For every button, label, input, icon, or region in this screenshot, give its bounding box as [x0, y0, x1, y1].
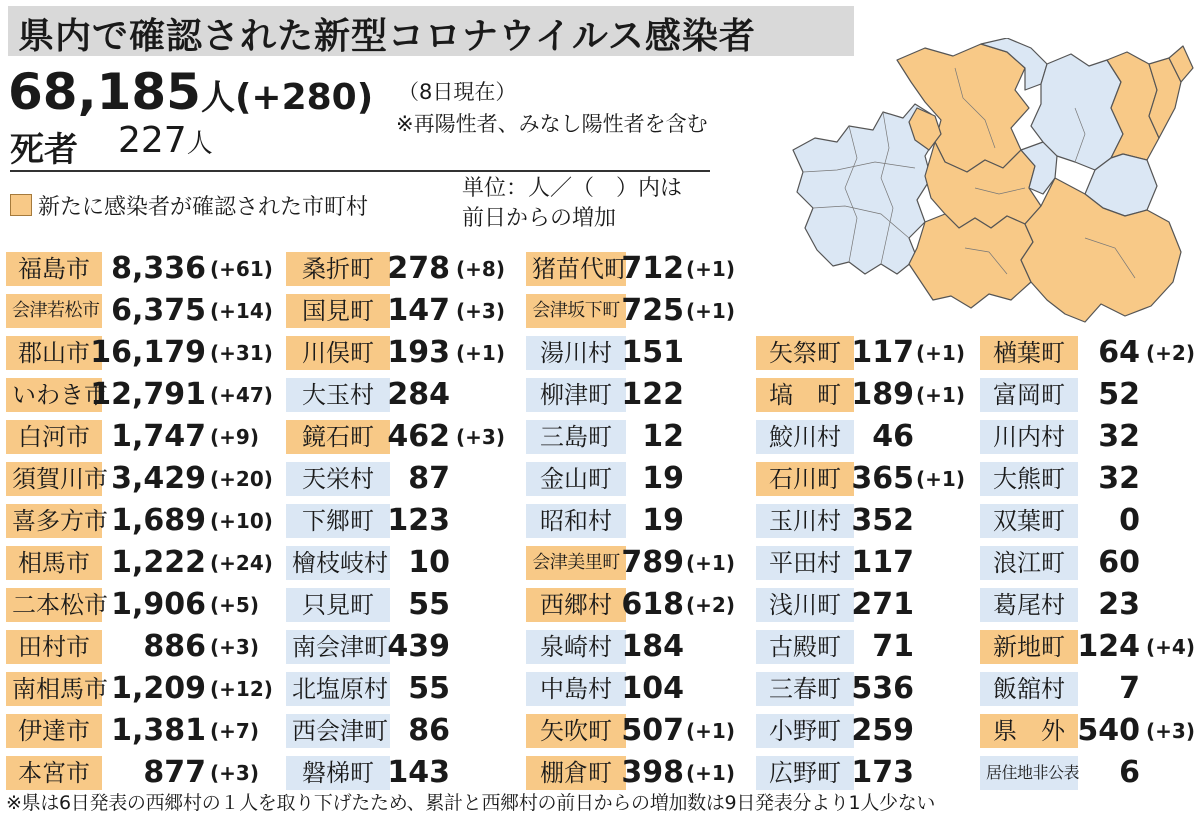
- municipality-name: 南相馬市: [6, 672, 102, 706]
- case-count: 193: [387, 335, 450, 370]
- deaths-unit: 人: [186, 129, 213, 159]
- daily-increase: (+8): [456, 257, 505, 281]
- daily-increase: (+9): [210, 425, 259, 449]
- municipality-name: 会津若松市: [6, 294, 102, 328]
- municipality-name: 葛尾村: [980, 588, 1078, 622]
- case-count: 1,906: [111, 587, 206, 622]
- municipality-name: 会津美里町: [526, 546, 626, 580]
- municipality-name: 喜多方市: [6, 504, 102, 538]
- municipality-name: 会津坂下町: [526, 294, 626, 328]
- municipality-name: 湯川村: [526, 336, 626, 370]
- municipality-name: 飯舘村: [980, 672, 1078, 706]
- municipality-name: 鮫川村: [756, 420, 854, 454]
- municipality-name: 白河市: [6, 420, 102, 454]
- total-unit: 人: [200, 78, 235, 118]
- case-count: 398: [621, 755, 684, 790]
- as-of-date: （8日現在）: [398, 80, 517, 104]
- unit-note-line1: 単位：人／（ ）内は: [462, 176, 683, 201]
- municipality-name: 大玉村: [286, 378, 390, 412]
- case-count: 618: [621, 587, 684, 622]
- case-count: 52: [1098, 377, 1140, 412]
- municipality-name: 西会津町: [286, 714, 390, 748]
- case-count: 16,179: [90, 335, 206, 370]
- case-count: 104: [621, 671, 684, 706]
- case-count: 259: [851, 713, 914, 748]
- daily-increase: (+12): [210, 677, 273, 701]
- case-count: 117: [851, 545, 914, 580]
- municipality-name: 鏡石町: [286, 420, 390, 454]
- case-count: 540: [1077, 713, 1140, 748]
- daily-increase: (+5): [210, 593, 259, 617]
- municipality-name: 檜枝岐村: [286, 546, 390, 580]
- case-count: 278: [387, 251, 450, 286]
- daily-increase: (+2): [686, 593, 735, 617]
- footer-note: ※県は6日発表の西郷村の１人を取り下げたため、累計と西郷村の前日からの増加数は9日発表分より1人少ない: [6, 792, 936, 814]
- municipality-name: 双葉町: [980, 504, 1078, 538]
- daily-increase: (+1): [686, 719, 735, 743]
- municipality-name: 川内村: [980, 420, 1078, 454]
- case-count: 117: [851, 335, 914, 370]
- daily-increase: (+1): [686, 299, 735, 323]
- case-count: 877: [143, 755, 206, 790]
- case-count: 3,429: [111, 461, 206, 496]
- case-count: 1,381: [111, 713, 206, 748]
- case-count: 124: [1077, 629, 1140, 664]
- municipality-name: 浅川町: [756, 588, 854, 622]
- case-count: 19: [642, 503, 684, 538]
- case-count: 143: [387, 755, 450, 790]
- daily-increase: (+1): [916, 383, 965, 407]
- municipality-name: 矢吹町: [526, 714, 626, 748]
- municipality-name: 猪苗代町: [526, 252, 626, 286]
- municipality-name: 二本松市: [6, 588, 102, 622]
- municipality-name: 須賀川市: [6, 462, 102, 496]
- municipality-name: 矢祭町: [756, 336, 854, 370]
- daily-increase: (+61): [210, 257, 273, 281]
- case-count: 1,747: [111, 419, 206, 454]
- case-count: 10: [408, 545, 450, 580]
- case-count: 536: [851, 671, 914, 706]
- legend-text: 新たに感染者が確認された市町村: [38, 195, 369, 220]
- municipality-name: 昭和村: [526, 504, 626, 538]
- case-count: 60: [1098, 545, 1140, 580]
- case-count: 284: [387, 377, 450, 412]
- case-count: 32: [1098, 419, 1140, 454]
- municipality-name: 古殿町: [756, 630, 854, 664]
- case-count: 12,791: [90, 377, 206, 412]
- daily-increase: (+47): [210, 383, 273, 407]
- daily-increase: (+10): [210, 509, 273, 533]
- daily-increase: (+1): [916, 467, 965, 491]
- municipality-name: 浪江町: [980, 546, 1078, 580]
- municipality-name: 只見町: [286, 588, 390, 622]
- daily-increase: (+7): [210, 719, 259, 743]
- case-count: 0: [1119, 503, 1140, 538]
- case-count: 271: [851, 587, 914, 622]
- municipality-name: 下郷町: [286, 504, 390, 538]
- municipality-name: いわき市: [6, 378, 102, 412]
- case-count: 64: [1098, 335, 1140, 370]
- municipality-name: 三春町: [756, 672, 854, 706]
- municipality-name: 磐梯町: [286, 756, 390, 790]
- municipality-name: 泉崎村: [526, 630, 626, 664]
- fukushima-map: [785, 38, 1200, 344]
- unit-note-line2: 前日からの増加: [462, 206, 617, 231]
- daily-increase: (+4): [1146, 635, 1195, 659]
- case-count: 8,336: [111, 251, 206, 286]
- municipality-name: 相馬市: [6, 546, 102, 580]
- deaths-value: [118, 120, 213, 161]
- total-value: 68,185: [8, 63, 201, 121]
- municipality-name: 中島村: [526, 672, 626, 706]
- case-count: 32: [1098, 461, 1140, 496]
- inclusion-note: ※再陽性者、みなし陽性者を含む: [396, 112, 708, 136]
- daily-increase: (+1): [456, 341, 505, 365]
- daily-increase: (+2): [1146, 341, 1195, 365]
- daily-increase: (+3): [1146, 719, 1195, 743]
- case-count: 1,209: [111, 671, 206, 706]
- municipality-name: 桑折町: [286, 252, 390, 286]
- daily-increase: (+24): [210, 551, 273, 575]
- case-count: 6: [1119, 755, 1140, 790]
- case-count: 147: [387, 293, 450, 328]
- daily-increase: (+3): [456, 299, 505, 323]
- daily-increase: (+1): [686, 257, 735, 281]
- case-count: 12: [642, 419, 684, 454]
- case-count: 7: [1119, 671, 1140, 706]
- municipality-name: 小野町: [756, 714, 854, 748]
- divider: [10, 170, 710, 172]
- case-count: 46: [872, 419, 914, 454]
- municipality-name: 本宮市: [6, 756, 102, 790]
- case-count: 189: [851, 377, 914, 412]
- case-count: 1,689: [111, 503, 206, 538]
- municipality-name: 新地町: [980, 630, 1078, 664]
- case-count: 184: [621, 629, 684, 664]
- daily-increase: (+31): [210, 341, 273, 365]
- municipality-name: 三島町: [526, 420, 626, 454]
- municipality-name: 居住地非公表: [980, 756, 1078, 790]
- case-count: 173: [851, 755, 914, 790]
- map-region-kennan: [909, 214, 1033, 308]
- municipality-name: 平田村: [756, 546, 854, 580]
- case-count: 789: [621, 545, 684, 580]
- case-count: 886: [143, 629, 206, 664]
- case-count: 507: [621, 713, 684, 748]
- municipality-name: 天栄村: [286, 462, 390, 496]
- municipality-name: 広野町: [756, 756, 854, 790]
- municipality-name: 大熊町: [980, 462, 1078, 496]
- municipality-name: 国見町: [286, 294, 390, 328]
- case-count: 725: [621, 293, 684, 328]
- daily-increase: (+3): [210, 635, 259, 659]
- municipality-name: 西郷村: [526, 588, 626, 622]
- daily-increase: (+3): [456, 425, 505, 449]
- municipality-name: 郡山市: [6, 336, 102, 370]
- legend-swatch: [10, 194, 32, 216]
- deaths-number: 227: [118, 120, 187, 161]
- daily-increase: (+14): [210, 299, 273, 323]
- case-count: 123: [387, 503, 450, 538]
- total-cases: [8, 62, 373, 128]
- municipality-name: 県 外: [980, 714, 1078, 748]
- case-count: 365: [851, 461, 914, 496]
- daily-increase: (+20): [210, 467, 273, 491]
- case-count: 712: [621, 251, 684, 286]
- case-count: 352: [851, 503, 914, 538]
- daily-increase: (+1): [686, 551, 735, 575]
- case-count: 86: [408, 713, 450, 748]
- page-title: 県内で確認された新型コロナウイルス感染者: [18, 16, 756, 57]
- deaths-label: 死者: [10, 130, 78, 170]
- case-count: 55: [408, 671, 450, 706]
- municipality-name: 棚倉町: [526, 756, 626, 790]
- municipality-name: 楢葉町: [980, 336, 1078, 370]
- municipality-name: 玉川村: [756, 504, 854, 538]
- municipality-name: 川俣町: [286, 336, 390, 370]
- municipality-name: 富岡町: [980, 378, 1078, 412]
- municipality-name: 柳津町: [526, 378, 626, 412]
- case-count: 122: [621, 377, 684, 412]
- municipality-name: 北塩原村: [286, 672, 390, 706]
- case-count: 55: [408, 587, 450, 622]
- municipality-name: 金山町: [526, 462, 626, 496]
- case-count: 439: [387, 629, 450, 664]
- municipality-name: 伊達市: [6, 714, 102, 748]
- municipality-name: 石川町: [756, 462, 854, 496]
- unit-note: [462, 174, 682, 234]
- case-count: 23: [1098, 587, 1140, 622]
- municipality-name: 田村市: [6, 630, 102, 664]
- case-count: 151: [621, 335, 684, 370]
- daily-increase: (+3): [210, 761, 259, 785]
- case-count: 462: [387, 419, 450, 454]
- daily-increase: (+1): [916, 341, 965, 365]
- municipality-name: 福島市: [6, 252, 102, 286]
- case-count: 6,375: [111, 293, 206, 328]
- case-count: 71: [872, 629, 914, 664]
- case-count: 19: [642, 461, 684, 496]
- case-count: 1,222: [111, 545, 206, 580]
- total-increase: (+280): [234, 77, 374, 118]
- municipality-name: 塙 町: [756, 378, 854, 412]
- case-count: 87: [408, 461, 450, 496]
- daily-increase: (+1): [686, 761, 735, 785]
- municipality-name: 南会津町: [286, 630, 390, 664]
